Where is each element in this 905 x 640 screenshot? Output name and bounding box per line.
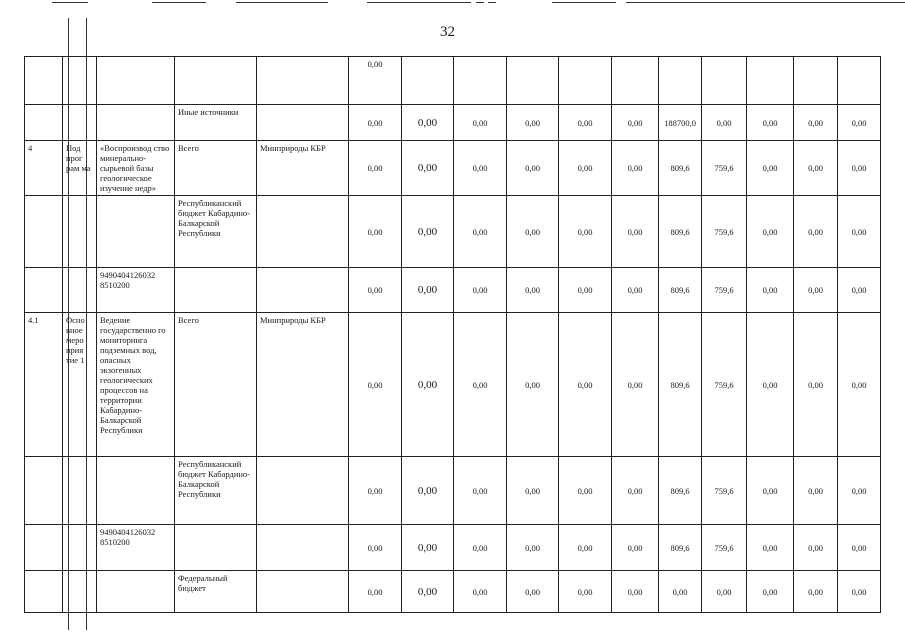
value-cell: 759,6 [702,141,747,196]
cell-c3: Ведение государственно го мониторинга подземных вод, опасных экзогенных геологических процессов на территории Кабардино-Балкарской Республики [97,313,175,457]
value-cell: 0,00 [747,141,794,196]
value-cell: 0,00 [794,313,838,457]
cell-c1 [25,525,63,571]
cell-c5 [257,571,349,613]
value-cell [507,57,559,105]
value-cell: 0,00 [507,313,559,457]
value-cell: 0,00 [454,457,507,525]
table-row [25,141,881,196]
value-cell: 759,6 [702,525,747,571]
cell-c5 [257,57,349,105]
budget-table [24,56,881,613]
cell-c3: 9490404126032 8510200 [97,525,175,571]
cell-c2: Под прог рам ма [63,141,97,196]
value-cell [794,57,838,105]
value-cell: 0,00 [454,105,507,141]
value-cell: 759,6 [702,196,747,268]
value-cell: 0,00 [559,457,612,525]
value-cell [838,57,881,105]
value-cell [454,57,507,105]
value-cell: 0,00 [402,196,454,268]
cell-c4: Республиканский бюджет Кабардино-Балкарской Республики [175,457,257,525]
value-cell: 0,00 [612,571,659,613]
value-cell: 0,00 [612,313,659,457]
value-cell: 0,00 [559,313,612,457]
value-cell: 0,00 [349,525,402,571]
cell-c1 [25,571,63,613]
cell-c4: Республиканский бюджет Кабардино-Балкарской Республики [175,196,257,268]
cell-c2: Осно вное меро прия тие 1 [63,313,97,457]
value-cell: 0,00 [612,141,659,196]
value-cell [659,57,702,105]
value-cell: 0,00 [794,196,838,268]
cell-c3 [97,57,175,105]
cell-c4 [175,268,257,313]
cell-c3 [97,105,175,141]
value-cell [747,57,794,105]
cell-c4: Иные источники [175,105,257,141]
cell-c5 [257,105,349,141]
cell-c3 [97,571,175,613]
value-cell: 0,00 [702,105,747,141]
cell-c5 [257,268,349,313]
cell-c5 [257,457,349,525]
cell-c1 [25,196,63,268]
value-cell: 0,00 [507,525,559,571]
value-cell: 0,00 [454,313,507,457]
cell-c2 [63,196,97,268]
cell-c4 [175,57,257,105]
value-cell: 0,00 [559,571,612,613]
table-row [25,571,881,613]
value-cell: 0,00 [402,457,454,525]
value-cell: 0,00 [349,105,402,141]
value-cell: 0,00 [794,457,838,525]
value-cell: 0,00 [794,141,838,196]
cell-c5: Минприроды КБР [257,141,349,196]
value-cell [612,57,659,105]
value-cell: 0,00 [349,571,402,613]
value-cell: 0,00 [702,571,747,613]
value-cell: 809,6 [659,457,702,525]
cell-c2 [63,457,97,525]
value-cell: 0,00 [612,525,659,571]
cell-c1 [25,457,63,525]
value-cell: 0,00 [507,268,559,313]
top-scan-marks [0,0,905,6]
value-cell: 0,00 [349,57,402,105]
value-cell: 0,00 [612,196,659,268]
value-cell: 759,6 [702,313,747,457]
cell-c4: Федеральный бюджет [175,571,257,613]
cell-c5 [257,525,349,571]
value-cell: 0,00 [612,105,659,141]
table-row [25,196,881,268]
cell-c2 [63,105,97,141]
value-cell [702,57,747,105]
cell-c5 [257,196,349,268]
value-cell: 0,00 [559,196,612,268]
value-cell [559,57,612,105]
value-cell: 0,00 [349,313,402,457]
cell-c1 [25,57,63,105]
cell-c1 [25,268,63,313]
value-cell: 0,00 [838,141,881,196]
table-row [25,313,881,457]
value-cell: 0,00 [402,571,454,613]
cell-c2 [63,525,97,571]
table-row [25,105,881,141]
table-row [25,525,881,571]
value-cell: 0,00 [454,268,507,313]
cell-c1: 4 [25,141,63,196]
value-cell: 0,00 [402,268,454,313]
cell-c2 [63,268,97,313]
value-cell: 0,00 [559,268,612,313]
cell-c2 [63,57,97,105]
cell-c3: 9490404126032 8510200 [97,268,175,313]
value-cell: 0,00 [838,196,881,268]
cell-c4: Всего [175,141,257,196]
value-cell: 0,00 [747,196,794,268]
cell-c3: «Воспроизвод ство минерально-сырьевой базы геологическое изучение недр» [97,141,175,196]
cell-c4 [175,525,257,571]
page-number: 32 [440,24,455,40]
cell-c5: Минприроды КБР [257,313,349,457]
value-cell: 0,00 [747,313,794,457]
value-cell: 0,00 [402,525,454,571]
value-cell: 0,00 [454,525,507,571]
value-cell: 0,00 [402,141,454,196]
value-cell: 0,00 [559,105,612,141]
value-cell: 0,00 [454,571,507,613]
value-cell: 0,00 [454,141,507,196]
value-cell [402,57,454,105]
value-cell: 0,00 [454,196,507,268]
cell-c4: Всего [175,313,257,457]
value-cell: 0,00 [838,525,881,571]
cell-c1: 4.1 [25,313,63,457]
table-row [25,457,881,525]
cell-c2 [63,571,97,613]
value-cell: 0,00 [559,141,612,196]
value-cell: 0,00 [794,571,838,613]
value-cell: 0,00 [349,141,402,196]
value-cell: 0,00 [838,313,881,457]
value-cell: 0,00 [838,268,881,313]
value-cell: 0,00 [612,268,659,313]
value-cell: 759,6 [702,457,747,525]
value-cell: 0,00 [794,105,838,141]
value-cell: 0,00 [349,196,402,268]
value-cell: 0,00 [402,313,454,457]
value-cell: 0,00 [747,105,794,141]
value-cell: 0,00 [349,268,402,313]
value-cell: 0,00 [747,571,794,613]
value-cell: 0,00 [507,105,559,141]
value-cell: 0,00 [838,457,881,525]
value-cell: 0,00 [402,105,454,141]
value-cell: 809,6 [659,313,702,457]
value-cell: 0,00 [507,141,559,196]
value-cell: 809,6 [659,141,702,196]
value-cell: 809,6 [659,525,702,571]
value-cell: 0,00 [747,457,794,525]
value-cell: 0,00 [747,525,794,571]
value-cell: 0,00 [507,457,559,525]
value-cell: 0,00 [747,268,794,313]
cell-c3 [97,196,175,268]
value-cell: 0,00 [507,196,559,268]
value-cell: 759,6 [702,268,747,313]
value-cell: 0,00 [794,268,838,313]
value-cell: 188700,0 [659,105,702,141]
value-cell: 809,6 [659,268,702,313]
value-cell: 0,00 [659,571,702,613]
value-cell: 0,00 [838,105,881,141]
value-cell: 0,00 [349,457,402,525]
value-cell: 0,00 [794,525,838,571]
value-cell: 809,6 [659,196,702,268]
value-cell: 0,00 [559,525,612,571]
table-row [25,268,881,313]
value-cell: 0,00 [507,571,559,613]
table-row [25,57,881,105]
value-cell: 0,00 [612,457,659,525]
value-cell: 0,00 [838,571,881,613]
cell-c1 [25,105,63,141]
cell-c3 [97,457,175,525]
